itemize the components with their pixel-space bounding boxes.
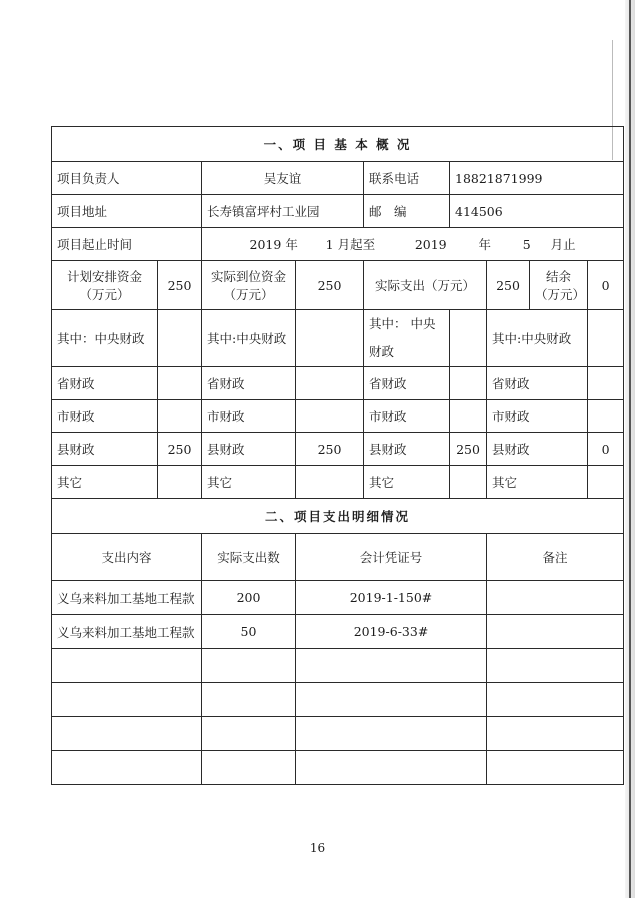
fund-amount-cell <box>450 400 487 433</box>
fund-row-province <box>52 367 624 400</box>
fund-amount-cell <box>588 310 624 367</box>
expense-content-cell <box>52 717 202 751</box>
fund-source-cell: 其它 <box>52 466 158 499</box>
fund-amount-cell <box>296 367 364 400</box>
period-end-month: 5 <box>522 237 531 252</box>
fund-source-cell: 县财政 <box>487 433 588 466</box>
fund-source-cell: 省财政 <box>202 367 296 400</box>
zip-label: 邮 编 <box>364 195 450 228</box>
fund-amount-cell <box>158 310 202 367</box>
fund-amount-cell <box>158 466 202 499</box>
expense-voucher-cell: 2019-1-150# <box>296 581 487 615</box>
expense-voucher-cell: 2019-6-33# <box>296 615 487 649</box>
fund-source-cell: 县财政 <box>52 433 158 466</box>
fund-source-cell: 其中： 中央财政 <box>364 310 450 367</box>
expense-header-amount: 实际支出数 <box>202 534 296 581</box>
fund-amount-cell <box>296 310 364 367</box>
planned-funds-value: 250 <box>158 261 202 310</box>
expense-remark-cell <box>487 751 624 785</box>
expense-remark-cell <box>487 649 624 683</box>
period-start-year: 2019 年 <box>249 237 298 252</box>
expense-amount-cell: 50 <box>202 615 296 649</box>
phone-value: 18821871999 <box>450 162 624 195</box>
fund-row-central <box>52 310 624 367</box>
expense-voucher-cell <box>296 649 487 683</box>
period-start-month: 1 月起至 <box>325 237 376 252</box>
fund-amount-cell <box>158 367 202 400</box>
fund-amount-cell <box>450 367 487 400</box>
expense-remark-cell <box>487 683 624 717</box>
fund-amount-cell: 250 <box>296 433 364 466</box>
received-funds-value: 250 <box>296 261 364 310</box>
spent-funds-label: 实际支出（万元） <box>364 261 487 310</box>
expense-amount-cell <box>202 717 296 751</box>
fund-source-cell: 其它 <box>487 466 588 499</box>
expense-remark-cell <box>487 615 624 649</box>
fund-source-cell: 市财政 <box>52 400 158 433</box>
fund-source-cell: 其中:中央财政 <box>487 310 588 367</box>
fund-amount-cell: 0 <box>588 433 624 466</box>
fund-amount-cell <box>158 400 202 433</box>
period-end-year-unit: 年 <box>478 237 491 252</box>
expense-row <box>52 615 624 649</box>
fund-source-cell: 其它 <box>202 466 296 499</box>
section2-title: 二、项目支出明细情况 <box>52 499 624 534</box>
expense-content-cell: 义乌来料加工基地工程款 <box>52 615 202 649</box>
fund-source-cell: 省财政 <box>52 367 158 400</box>
fund-amount-cell <box>450 310 487 367</box>
expense-voucher-cell <box>296 717 487 751</box>
expense-header-remark: 备注 <box>487 534 624 581</box>
fund-source-cell: 省财政 <box>364 367 450 400</box>
balance-label: 结余（万元） <box>530 261 588 310</box>
fund-amount-cell <box>588 400 624 433</box>
scan-edge <box>625 0 635 898</box>
fund-source-cell: 县财政 <box>364 433 450 466</box>
expense-row <box>52 649 624 683</box>
expense-row <box>52 683 624 717</box>
expense-content-cell <box>52 751 202 785</box>
expense-amount-cell <box>202 751 296 785</box>
address-label: 项目地址 <box>52 195 202 228</box>
period-label: 项目起止时间 <box>52 228 202 261</box>
expense-header-content: 支出内容 <box>52 534 202 581</box>
expense-row <box>52 751 624 785</box>
fund-amount-cell <box>588 367 624 400</box>
fund-source-cell: 市财政 <box>364 400 450 433</box>
expense-remark-cell <box>487 717 624 751</box>
leader-label: 项目负责人 <box>52 162 202 195</box>
fund-source-cell: 市财政 <box>202 400 296 433</box>
fund-amount-cell <box>296 466 364 499</box>
expense-voucher-cell <box>296 683 487 717</box>
expense-row <box>52 581 624 615</box>
fund-source-cell: 其中:中央财政 <box>202 310 296 367</box>
fund-source-cell: 市财政 <box>487 400 588 433</box>
expense-content-cell <box>52 683 202 717</box>
fund-source-cell: 县财政 <box>202 433 296 466</box>
fund-row-other <box>52 466 624 499</box>
fund-row-county <box>52 433 624 466</box>
expense-remark-cell <box>487 581 624 615</box>
planned-funds-label: 计划安排资金（万元） <box>52 261 158 310</box>
page-number: 16 <box>309 841 326 855</box>
zip-value: 414506 <box>450 195 624 228</box>
fund-source-cell: 其它 <box>364 466 450 499</box>
fund-amount-cell: 250 <box>158 433 202 466</box>
fund-source-cell: 省财政 <box>487 367 588 400</box>
expense-amount-cell: 200 <box>202 581 296 615</box>
fund-source-cell: 其中：中央财政 <box>52 310 158 367</box>
fund-amount-cell <box>588 466 624 499</box>
fund-amount-cell <box>450 466 487 499</box>
address-value: 长寿镇富坪村工业园 <box>202 195 364 228</box>
period-end-month-unit: 月止 <box>550 237 576 252</box>
period-value <box>202 228 624 261</box>
expense-amount-cell <box>202 683 296 717</box>
fund-amount-cell <box>296 400 364 433</box>
expense-content-cell <box>52 649 202 683</box>
spent-funds-value: 250 <box>487 261 530 310</box>
expense-header-voucher: 会计凭证号 <box>296 534 487 581</box>
section1-title: 一、项 目 基 本 概 况 <box>52 127 624 162</box>
expense-voucher-cell <box>296 751 487 785</box>
balance-value: 0 <box>588 261 624 310</box>
expense-row <box>52 717 624 751</box>
project-form-table <box>51 126 624 785</box>
leader-value: 吴友谊 <box>202 162 364 195</box>
period-end-year: 2019 <box>414 237 447 252</box>
expense-content-cell: 义乌来料加工基地工程款 <box>52 581 202 615</box>
fund-amount-cell: 250 <box>450 433 487 466</box>
received-funds-label: 实际到位资金（万元） <box>202 261 296 310</box>
phone-label: 联系电话 <box>364 162 450 195</box>
fund-row-city <box>52 400 624 433</box>
expense-amount-cell <box>202 649 296 683</box>
